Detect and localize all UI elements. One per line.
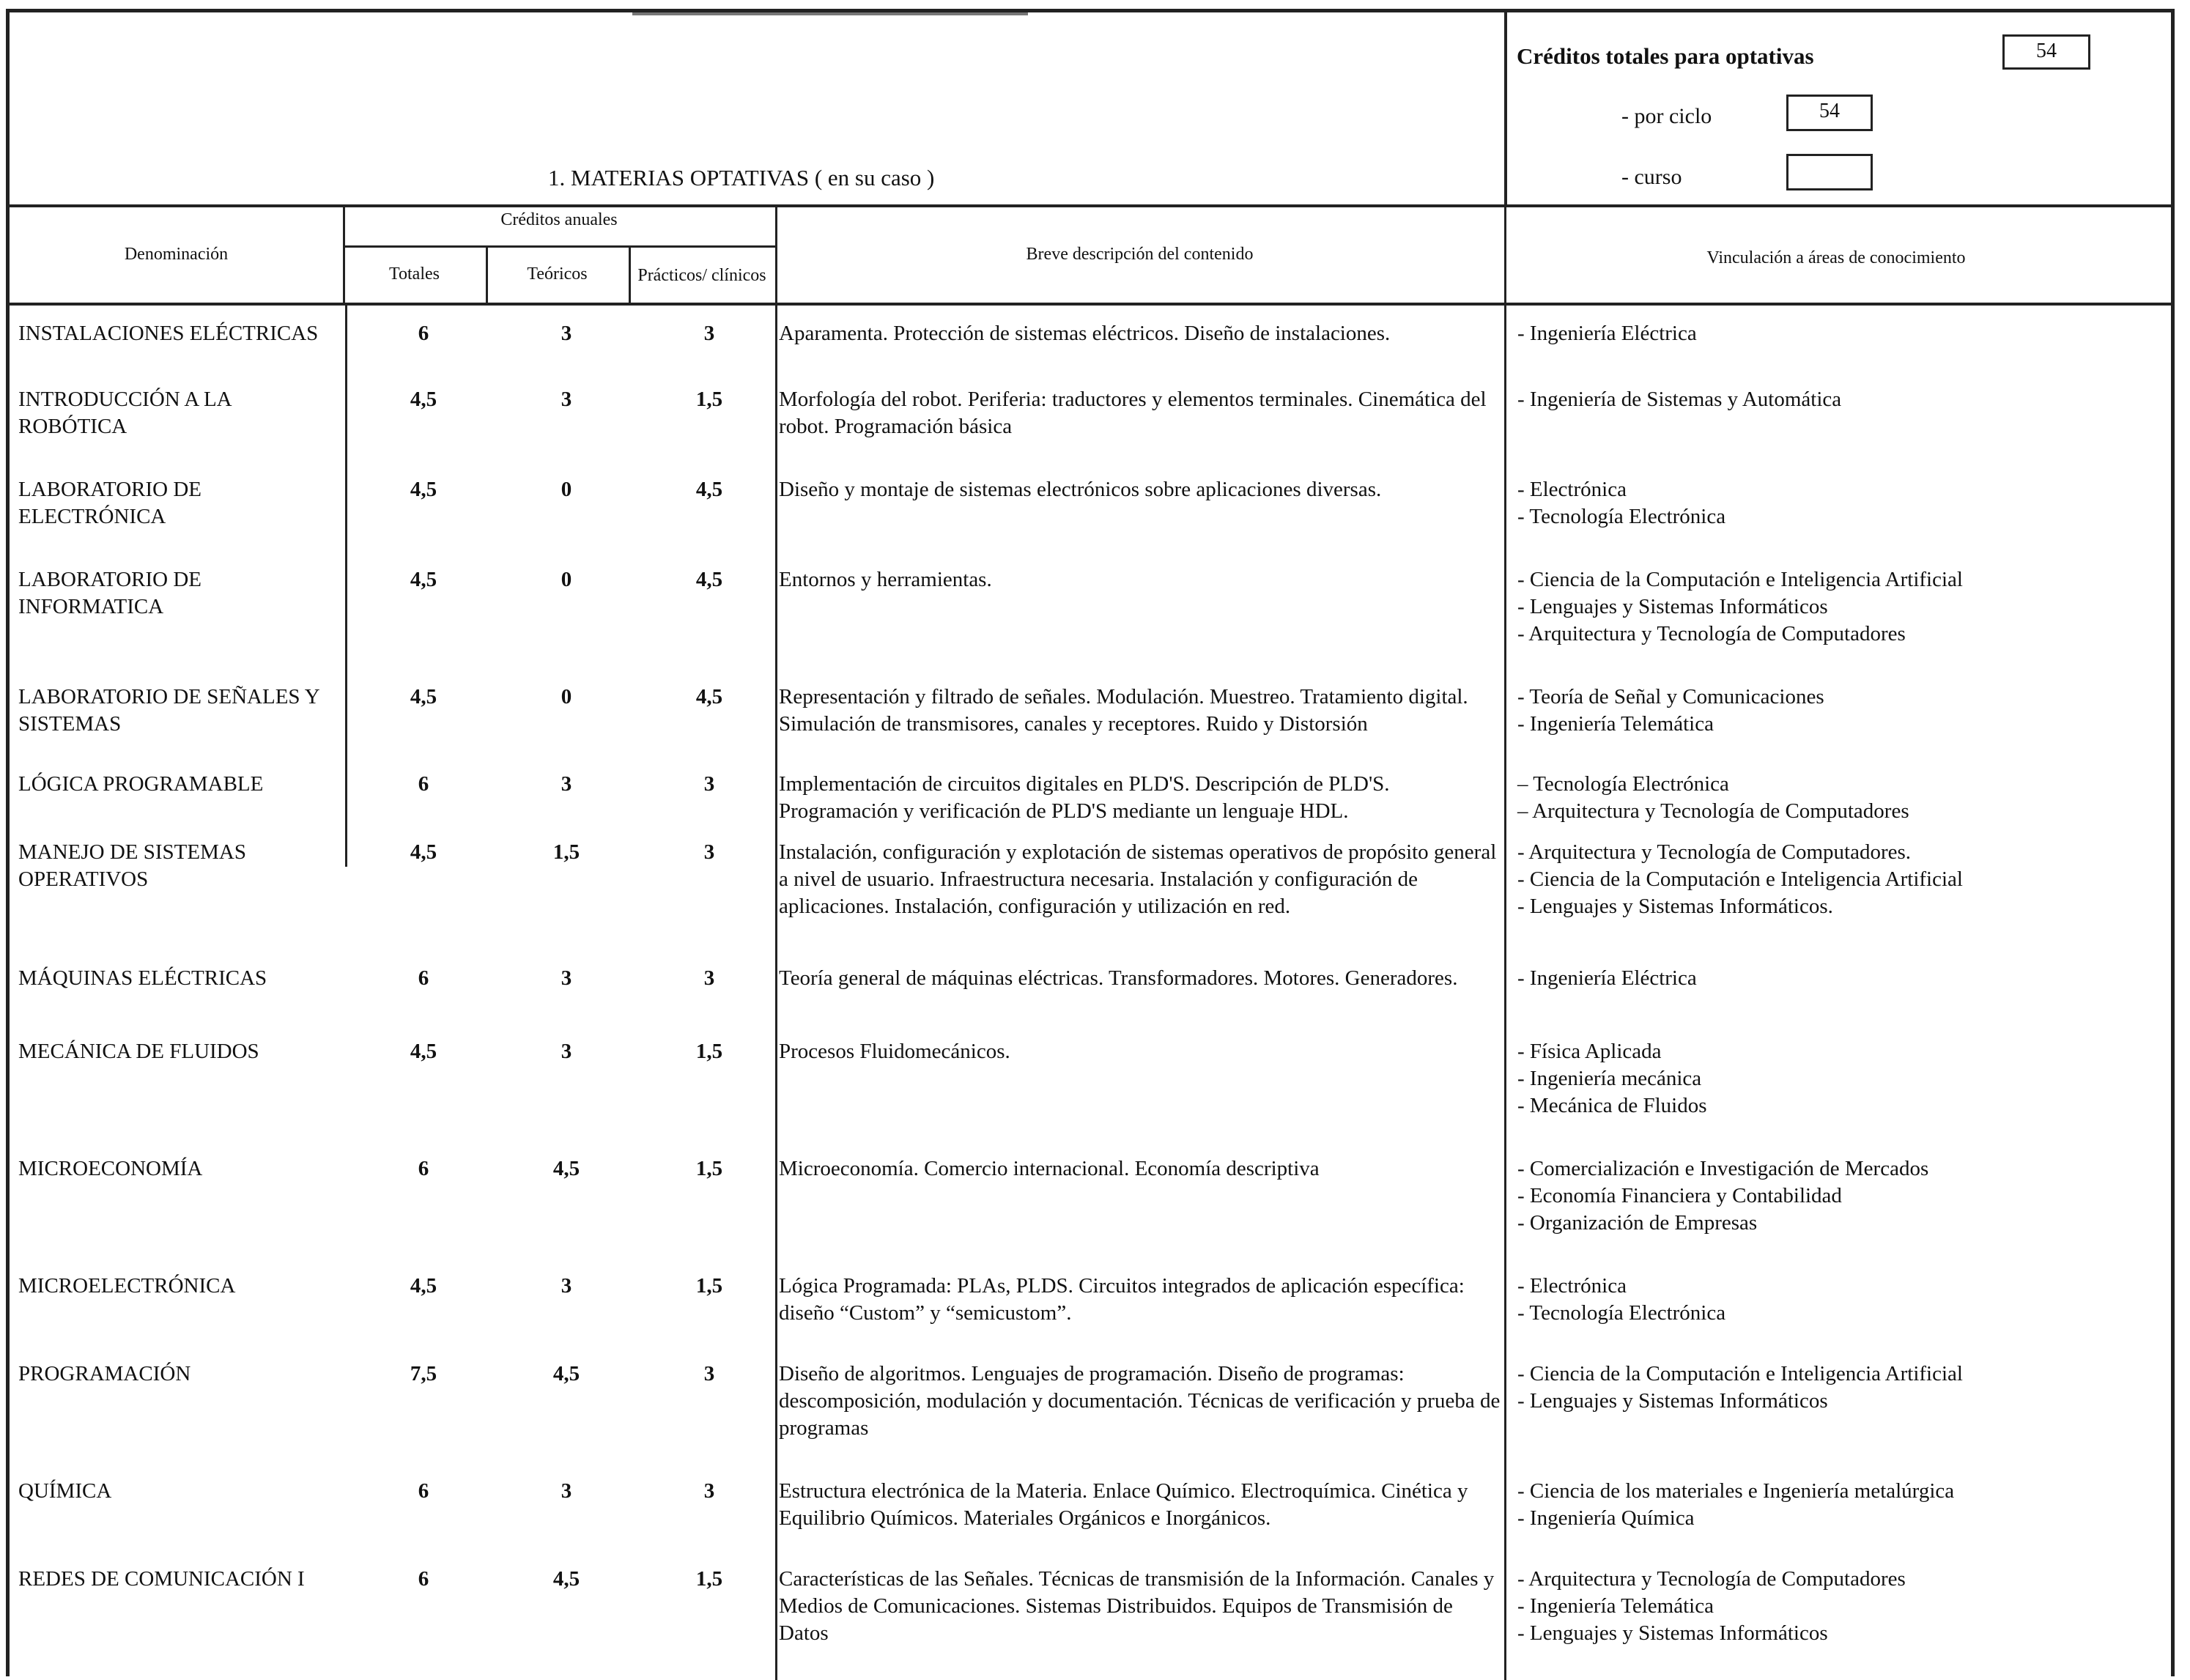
creditos-totales-label: Créditos totales para optativas — [1517, 43, 1814, 69]
area-item: - Ingeniería Química — [1517, 1506, 1695, 1530]
col-creditos-anuales: Créditos anuales — [500, 210, 618, 229]
area-item: - Electrónica — [1517, 478, 1627, 501]
creditos-practicos: 1,5 — [695, 1274, 723, 1298]
areas-conocimiento — [1517, 1566, 2162, 1647]
materia-name: MANEJO DE SISTEMAS OPERATIVOS — [18, 840, 246, 891]
area-item: - Arquitectura y Tecnología de Computadores — [1517, 622, 1906, 645]
materia-name: QUÍMICA — [18, 1479, 112, 1503]
creditos-teoricos: 4,5 — [552, 1362, 580, 1385]
col-divider — [629, 245, 631, 303]
creditos-practicos: 3 — [703, 322, 715, 345]
area-item: - Lenguajes y Sistemas Informáticos. — [1517, 895, 1833, 918]
materia-descripcion: Implementación de circuitos digitales en PLD'S. Descripción de PLD'S. Programación y verificación de PLD'S mediante un lenguaje HDL. — [779, 772, 1390, 823]
area-item: – Tecnología Electrónica — [1517, 772, 1729, 796]
curso-label: - curso — [1621, 165, 1682, 189]
area-item: - Arquitectura y Tecnología de Computadores. — [1517, 840, 1912, 864]
body-divider-desc — [775, 303, 777, 1680]
materia-name: LÓGICA PROGRAMABLE — [18, 772, 264, 796]
areas-conocimiento — [1517, 1478, 2162, 1532]
col-divider — [1504, 204, 1506, 303]
subheader-divider — [343, 245, 775, 248]
area-item: - Lenguajes y Sistemas Informáticos — [1517, 1389, 1828, 1413]
creditos-practicos: 4,5 — [695, 568, 723, 591]
col-practicos: Prácticos/ clínicos — [637, 266, 766, 285]
materia-name: MECÁNICA DE FLUIDOS — [18, 1040, 259, 1063]
areas-conocimiento — [1517, 965, 2162, 992]
creditos-practicos: 1,5 — [695, 388, 723, 411]
col-denominacion: Denominación — [124, 245, 229, 264]
area-item: - Comercialización e Investigación de Mercados — [1517, 1157, 1929, 1180]
area-item: - Electrónica — [1517, 1274, 1627, 1298]
area-item: - Tecnología Electrónica — [1517, 505, 1726, 528]
areas-conocimiento — [1517, 320, 2162, 347]
header-title-area — [10, 12, 1507, 204]
col-descripcion: Breve descripción del contenido — [1026, 245, 1254, 264]
creditos-teoricos: 0 — [561, 478, 572, 501]
creditos-totales: 4,5 — [410, 840, 437, 864]
area-item: - Lenguajes y Sistemas Informáticos — [1517, 595, 1828, 618]
area-item: - Ingeniería Eléctrica — [1517, 322, 1697, 345]
area-item: - Ingeniería Telemática — [1517, 1594, 1714, 1618]
areas-conocimiento — [1517, 1038, 2162, 1120]
creditos-totales: 6 — [418, 772, 429, 796]
area-item: - Ciencia de la Computación e Inteligencia Artificial — [1517, 1362, 1963, 1385]
areas-conocimiento — [1517, 771, 2162, 825]
creditos-totales: 4,5 — [410, 388, 437, 411]
areas-conocimiento — [1517, 1155, 2162, 1237]
area-item: - Ciencia de la Computación e Inteligencia Artificial — [1517, 867, 1963, 891]
col-vinculacion: Vinculación a áreas de conocimiento — [1706, 248, 1966, 267]
creditos-teoricos: 1,5 — [552, 840, 580, 864]
area-item: - Ingeniería de Sistemas y Automática — [1517, 388, 1842, 411]
creditos-totales-box: 54 — [2002, 34, 2090, 70]
area-item: - Lenguajes y Sistemas Informáticos — [1517, 1621, 1828, 1645]
creditos-teoricos: 3 — [561, 322, 572, 345]
creditos-teoricos: 0 — [561, 568, 572, 591]
area-item: - Ingeniería Eléctrica — [1517, 966, 1697, 990]
area-item: – Arquitectura y Tecnología de Computadores — [1517, 799, 1909, 823]
creditos-totales: 4,5 — [410, 568, 437, 591]
areas-conocimiento — [1517, 386, 2162, 413]
creditos-teoricos: 3 — [561, 1479, 572, 1503]
area-item: - Ciencia de la Computación e Inteligencia Artificial — [1517, 568, 1963, 591]
col-totales: Totales — [389, 264, 440, 284]
materia-name: PROGRAMACIÓN — [18, 1362, 191, 1385]
creditos-teoricos: 3 — [561, 966, 572, 990]
creditos-totales: 7,5 — [410, 1362, 437, 1385]
creditos-practicos: 1,5 — [695, 1157, 723, 1180]
creditos-practicos: 3 — [703, 1362, 715, 1385]
creditos-practicos: 1,5 — [695, 1040, 723, 1063]
areas-conocimiento — [1517, 566, 2162, 648]
creditos-practicos: 1,5 — [695, 1567, 723, 1591]
col-teoricos: Teóricos — [527, 264, 588, 284]
area-item: - Teoría de Señal y Comunicaciones — [1517, 685, 1824, 708]
creditos-totales: 6 — [418, 322, 429, 345]
document-page — [6, 9, 2175, 1676]
creditos-practicos: 3 — [703, 966, 715, 990]
creditos-practicos: 4,5 — [695, 478, 723, 501]
materia-descripcion: Diseño de algoritmos. Lenguajes de programación. Diseño de programas: descomposición, modulación y documentación. Técnicas de verificación y prueba de programas — [779, 1362, 1501, 1440]
materia-descripcion: Lógica Programada: PLAs, PLDS. Circuitos integrados de aplicación específica: diseño “Custom” y “semicustom”. — [779, 1274, 1465, 1325]
creditos-totales: 4,5 — [410, 478, 437, 501]
area-item: - Ingeniería mecánica — [1517, 1067, 1702, 1090]
area-item: - Organización de Empresas — [1517, 1211, 1758, 1235]
creditos-totales: 4,5 — [410, 685, 437, 708]
creditos-practicos: 3 — [703, 840, 715, 864]
creditos-teoricos: 4,5 — [552, 1567, 580, 1591]
area-item: - Ingeniería Telemática — [1517, 712, 1714, 736]
materia-descripcion: Representación y filtrado de señales. Modulación. Muestreo. Tratamiento digital. Simulación de transmisores, canales y receptores. Ruido y Distorsión — [779, 685, 1468, 736]
creditos-totales: 6 — [418, 966, 429, 990]
curso-box — [1786, 154, 1873, 190]
materia-name: INTRODUCCIÓN A LA ROBÓTICA — [18, 388, 232, 438]
creditos-practicos: 3 — [703, 1479, 715, 1503]
por-ciclo-label: - por ciclo — [1621, 104, 1712, 128]
body-divider-name — [345, 303, 347, 867]
materia-name: REDES DE COMUNICACIÓN I — [18, 1567, 305, 1591]
areas-conocimiento — [1517, 684, 2162, 738]
areas-conocimiento — [1517, 1273, 2162, 1327]
materia-name: INSTALACIONES ELÉCTRICAS — [18, 322, 319, 345]
por-ciclo-box: 54 — [1786, 95, 1873, 131]
materia-name: MÁQUINAS ELÉCTRICAS — [18, 966, 267, 990]
materia-name: LABORATORIO DE INFORMATICA — [18, 568, 201, 618]
header-block — [10, 12, 2171, 207]
creditos-practicos: 3 — [703, 772, 715, 796]
creditos-teoricos: 0 — [561, 685, 572, 708]
area-item: - Economía Financiera y Contabilidad — [1517, 1184, 1842, 1207]
materia-name: MICROECONOMÍA — [18, 1157, 203, 1180]
area-item: - Física Aplicada — [1517, 1040, 1662, 1063]
materia-descripcion: Procesos Fluidomecánicos. — [779, 1040, 1010, 1063]
materia-name: MICROELECTRÓNICA — [18, 1274, 236, 1298]
creditos-teoricos: 4,5 — [552, 1157, 580, 1180]
creditos-teoricos: 3 — [561, 1274, 572, 1298]
creditos-teoricos: 3 — [561, 388, 572, 411]
creditos-teoricos: 3 — [561, 1040, 572, 1063]
materia-name: LABORATORIO DE SEÑALES Y SISTEMAS — [18, 685, 319, 736]
creditos-totales: 6 — [418, 1567, 429, 1591]
materia-descripcion: Diseño y montaje de sistemas electrónicos sobre aplicaciones diversas. — [779, 478, 1382, 501]
column-headers — [10, 204, 2171, 306]
materia-descripcion: Teoría general de máquinas eléctricas. Transformadores. Motores. Generadores. — [779, 966, 1458, 990]
materia-descripcion: Características de las Señales. Técnicas de transmisión de la Información. Canales y Medios de Comunicaciones. Sistemas Distribuidos. Equipos de Transmisión de Datos — [779, 1567, 1495, 1645]
creditos-totales: 4,5 — [410, 1274, 437, 1298]
materia-descripcion: Morfología del robot. Periferia: traductores y elementos terminales. Cinemática del robot. Programación básica — [779, 388, 1487, 438]
creditos-totales: 6 — [418, 1479, 429, 1503]
areas-conocimiento — [1517, 476, 2162, 530]
area-item: - Tecnología Electrónica — [1517, 1301, 1726, 1325]
materia-name: LABORATORIO DE ELECTRÓNICA — [18, 478, 201, 528]
area-item: - Arquitectura y Tecnología de Computadores — [1517, 1567, 1906, 1591]
creditos-teoricos: 3 — [561, 772, 572, 796]
materia-descripcion: Instalación, configuración y explotación de sistemas operativos de propósito general a nivel de usuario. Infraestructura necesaria. Instalación y configuración de aplicaciones. Instalación, configuración y utilización en red. — [779, 840, 1497, 918]
body-divider-area — [1504, 303, 1506, 1680]
creditos-totales: 6 — [418, 1157, 429, 1180]
col-divider — [343, 204, 345, 303]
col-divider — [775, 204, 777, 303]
materia-descripcion: Estructura electrónica de la Materia. Enlace Químico. Electroquímica. Cinética y Equilibrio Químicos. Materiales Orgánicos e Inorgánicos. — [779, 1479, 1468, 1530]
materia-descripcion: Aparamenta. Protección de sistemas eléctricos. Diseño de instalaciones. — [779, 322, 1391, 345]
area-item: - Ciencia de los materiales e Ingeniería metalúrgica — [1517, 1479, 1955, 1503]
areas-conocimiento — [1517, 839, 2162, 920]
creditos-totales: 4,5 — [410, 1040, 437, 1063]
materia-descripcion: Microeconomía. Comercio internacional. Economía descriptiva — [779, 1157, 1320, 1180]
areas-conocimiento — [1517, 1361, 2162, 1415]
creditos-practicos: 4,5 — [695, 685, 723, 708]
area-item: - Mecánica de Fluidos — [1517, 1094, 1707, 1117]
materia-descripcion: Entornos y herramientas. — [779, 568, 992, 591]
col-divider — [486, 245, 488, 303]
materias-title: 1. MATERIAS OPTATIVAS ( en su caso ) — [548, 165, 935, 190]
